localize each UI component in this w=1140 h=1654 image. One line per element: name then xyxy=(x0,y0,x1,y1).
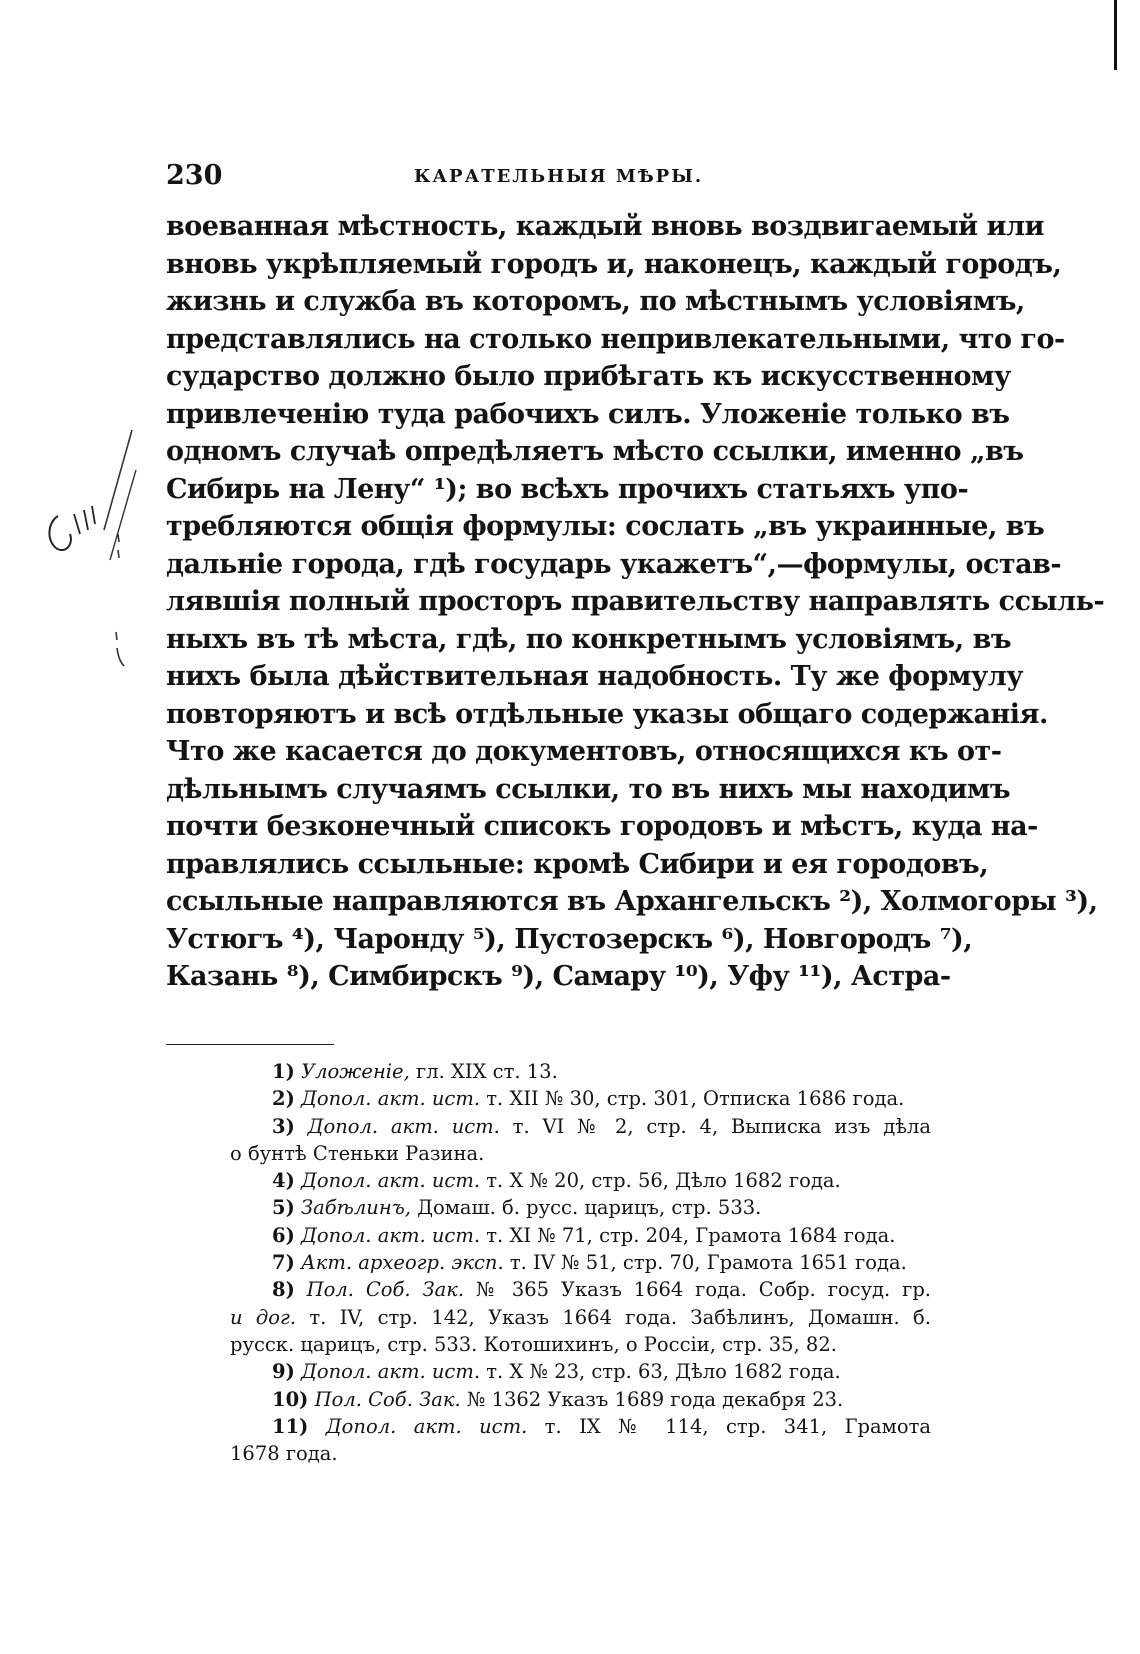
text-line: ссыльные направляются въ Архангельскъ ²), Холмогоры ³), xyxy=(166,886,1098,917)
footnote-line xyxy=(272,1413,931,1440)
footnote-marker: 4) xyxy=(272,1169,295,1193)
footnotes xyxy=(230,1058,931,1467)
text-line: вновь укрѣпляемый городъ и, наконецъ, каждый городъ, xyxy=(166,248,1062,280)
footnote-text: Домаш. б. русс. царицъ, стр. 533. xyxy=(410,1196,762,1220)
text-line: нихъ была дѣйствительная надобность. Ту же формулу xyxy=(166,661,1024,692)
footnote-marker: 9) xyxy=(272,1360,295,1384)
footnote-source: Допол. акт. ист. xyxy=(301,1169,481,1193)
footnote-source: Пол. Соб. Зак. xyxy=(314,1387,461,1411)
text-line: дальніе города, гдѣ государь укажетъ“,—формулы, остав- xyxy=(166,548,1062,580)
footnote-separator xyxy=(166,1044,334,1045)
footnote-marker: 7) xyxy=(272,1251,295,1275)
page-header xyxy=(166,160,931,196)
text-line: ныхъ въ тѣ мѣста, гдѣ, по конкретнымъ условіямъ, въ xyxy=(166,623,1012,655)
footnote-source: и дог. xyxy=(230,1305,297,1329)
footnote-text: т. IV № 51, стр. 70, Грамота 1651 года. xyxy=(503,1251,907,1275)
footnote-text: т. IX № 114, стр. 341, Грамота xyxy=(527,1414,931,1438)
footnote-text: т. IV, стр. 142, Указъ 1664 года. Забѣлинъ, Домашн. б. xyxy=(296,1305,931,1329)
footnote-text: т. X № 23, стр. 63, Дѣло 1682 года. xyxy=(480,1360,841,1384)
text-line: повторяютъ и всѣ отдѣльные указы общаго содержанія. xyxy=(166,698,1048,730)
text-line: требляются общія формулы: сослать „въ украинные, въ xyxy=(166,511,1045,542)
footnote-source: Пол. Соб. Зак. xyxy=(306,1278,465,1302)
footnote-line xyxy=(272,1194,931,1221)
footnote-text: т. VI № 2, стр. 4, Выписка изъ дѣла xyxy=(499,1114,931,1138)
text-line: Сибирь на Лену“ ¹); во всѣхъ прочихъ статьяхъ упо- xyxy=(166,473,969,505)
footnote-source: Акт. археогр. эксп. xyxy=(301,1251,504,1275)
text-line: представлялись на столько непривлекательными, что го- xyxy=(166,323,1065,355)
footnote-line xyxy=(272,1085,931,1112)
footnote-text: № 365 Указъ 1664 года. Собр. госуд. гр. xyxy=(464,1278,931,1302)
footnote-source: Допол. акт. ист. xyxy=(301,1223,481,1247)
text-line: почти безконечный списокъ городовъ и мѣстъ, куда на- xyxy=(166,811,1038,842)
footnote-line xyxy=(272,1386,931,1413)
footnote-line xyxy=(272,1249,931,1276)
main-text xyxy=(166,208,1105,996)
text-line: Казань ⁸), Симбирскъ ⁹), Самару ¹⁰), Уфу ¹¹), Астра- xyxy=(166,961,951,992)
text-line: сударство должно было прибѣгать къ искусственному xyxy=(166,361,1011,392)
footnote-text: № 1362 Указъ 1689 года декабря 23. xyxy=(460,1387,844,1411)
footnote-text: т. X № 20, стр. 56, Дѣло 1682 года. xyxy=(480,1169,841,1193)
footnote-line xyxy=(230,1140,931,1167)
footnote-line xyxy=(272,1113,931,1140)
footnote-source: Допол. акт. ист. xyxy=(325,1414,528,1438)
footnote-line xyxy=(272,1276,931,1303)
footnote-line xyxy=(272,1222,931,1249)
footnote-line xyxy=(272,1358,931,1385)
footnote-text: русск. царицъ, стр. 533. Котошихинъ, о Россіи, стр. 35, 82. xyxy=(230,1332,837,1356)
text-line: правлялись ссыльные: кромѣ Сибири и ея городовъ, xyxy=(166,848,989,880)
footnote-marker: 11) xyxy=(272,1414,309,1438)
text-line: дѣльнымъ случаямъ ссылки, то въ нихъ мы находимъ xyxy=(166,773,1011,805)
text-line: Что же касается до документовъ, относящихся къ от- xyxy=(166,736,1002,767)
footnote-marker: 8) xyxy=(272,1278,295,1302)
footnote-marker: 3) xyxy=(272,1114,295,1138)
footnote-text: т. XI № 71, стр. 204, Грамота 1684 года. xyxy=(480,1223,896,1247)
footnote-marker: 2) xyxy=(272,1087,295,1111)
footnote-marker: 6) xyxy=(272,1223,295,1247)
footnote-text: т. XII № 30, стр. 301, Отписка 1686 года. xyxy=(480,1087,905,1111)
page-number: 230 xyxy=(166,160,223,191)
text-line: воеванная мѣстность, каждый вновь воздвигаемый или xyxy=(166,211,1045,242)
footnote-marker: 1) xyxy=(272,1060,295,1083)
footnote-line xyxy=(230,1331,931,1358)
footnote-text: о бунтѣ Стеньки Разина. xyxy=(230,1141,485,1165)
footnote-line xyxy=(272,1058,931,1085)
footnote-source: Забѣлинъ, xyxy=(301,1196,411,1220)
footnote-line xyxy=(230,1440,931,1467)
footnote-line xyxy=(272,1167,931,1194)
scan-edge-mark xyxy=(1113,0,1119,90)
text-line: одномъ случаѣ опредѣляетъ мѣсто ссылки, именно „въ xyxy=(166,436,1024,467)
footnote-text: 1678 года. xyxy=(230,1442,338,1466)
footnote-source: Допол. акт. ист. xyxy=(307,1114,500,1138)
footnote-source: Допол. акт. ист. xyxy=(301,1087,481,1111)
text-line: лявшія полный просторъ правительству направлять ссыль- xyxy=(166,586,1105,617)
footnote-source: Допол. акт. ист. xyxy=(301,1360,481,1384)
footnote-marker: 5) xyxy=(272,1196,295,1220)
handwritten-margin-annotation xyxy=(40,430,150,710)
text-line: жизнь и служба въ которомъ, по мѣстнымъ условіямъ, xyxy=(166,286,1025,317)
running-title: КАРАТЕЛЬНЫЯ МѢРЫ. xyxy=(414,166,704,187)
text-line: Устюгъ ⁴), Чаронду ⁵), Пустозерскъ ⁶), Новгородъ ⁷), xyxy=(166,923,973,955)
footnote-source: Уложеніе, xyxy=(301,1060,410,1083)
footnote-text: гл. XIX ст. 13. xyxy=(409,1060,558,1083)
text-line: привлеченію туда рабочихъ силъ. Уложеніе только въ xyxy=(166,398,1010,430)
footnote-marker: 10) xyxy=(272,1387,309,1411)
footnote-line xyxy=(230,1304,931,1331)
